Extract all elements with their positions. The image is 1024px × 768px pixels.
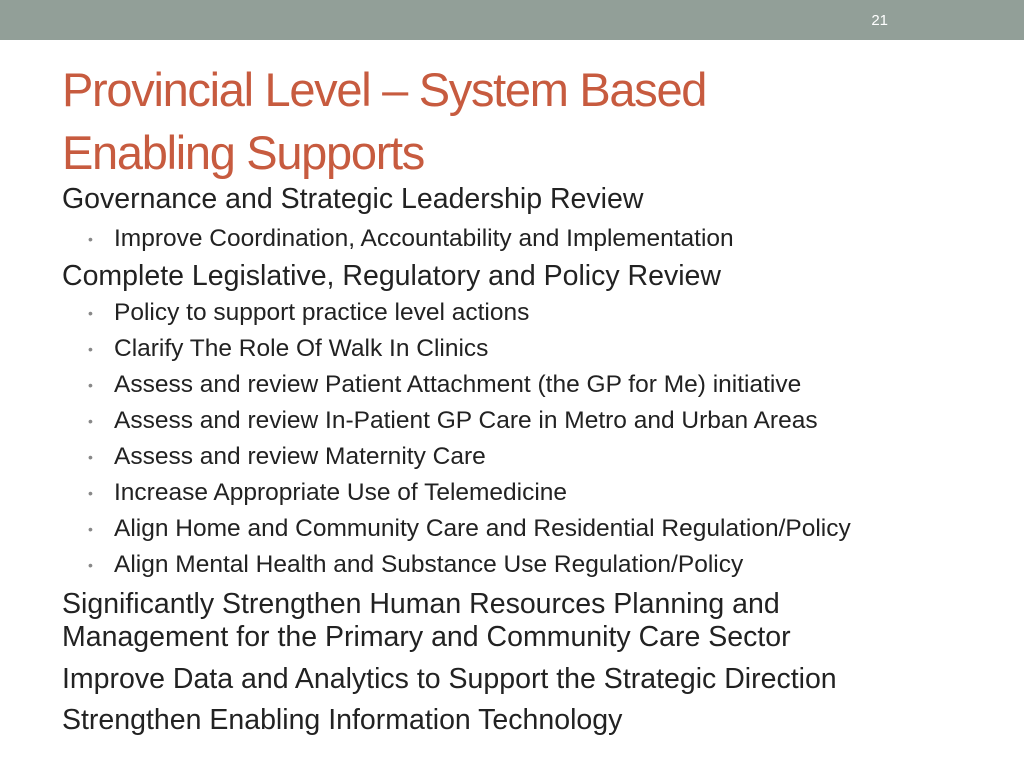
bullet-icon: • — [88, 341, 93, 357]
list-item-level-2: • Clarify The Role Of Walk In Clinics — [88, 335, 489, 362]
slide-title-line-1: Provincial Level – System Based — [62, 63, 707, 116]
bullet-list — [62, 183, 962, 737]
list-item-level-1: Significantly Strengthen Human Resources Planning and Management for the Primary and Community Care Sector — [62, 588, 791, 653]
list-item-level-1: Strengthen Enabling Information Technology — [62, 704, 623, 736]
list-item-level-1: Improve Data and Analytics to Support the Strategic Direction — [62, 663, 837, 695]
slide-title — [62, 58, 962, 184]
slide-title-line-2: Enabling Supports — [62, 126, 425, 179]
list-item-level-2: • Assess and review Patient Attachment (the GP for Me) initiative — [88, 371, 802, 398]
bullet-icon: • — [88, 231, 93, 247]
bullet-icon: • — [88, 449, 93, 465]
bullet-icon: • — [88, 377, 93, 393]
bullet-icon: • — [88, 485, 93, 501]
bullet-icon: • — [88, 521, 93, 537]
list-item-level-2: • Policy to support practice level actions — [88, 299, 530, 326]
list-item-level-2: • Assess and review In-Patient GP Care in Metro and Urban Areas — [88, 407, 818, 434]
list-item-level-2: • Align Mental Health and Substance Use Regulation/Policy — [88, 551, 744, 578]
bullet-icon: • — [88, 413, 93, 429]
list-item-level-1: Governance and Strategic Leadership Review — [62, 183, 644, 215]
header-bar — [0, 0, 1024, 40]
list-item-level-2: • Assess and review Maternity Care — [88, 443, 486, 470]
bullet-icon: • — [88, 557, 93, 573]
list-item-level-1: Complete Legislative, Regulatory and Policy Review — [62, 260, 721, 292]
list-item-level-2: • Increase Appropriate Use of Telemedicine — [88, 479, 568, 506]
bullet-icon: • — [88, 305, 93, 321]
list-item-level-2: • Align Home and Community Care and Residential Regulation/Policy — [88, 515, 851, 542]
list-item-level-2: • Improve Coordination, Accountability and Implementation — [88, 225, 734, 252]
slide-number: 21 — [871, 12, 888, 29]
